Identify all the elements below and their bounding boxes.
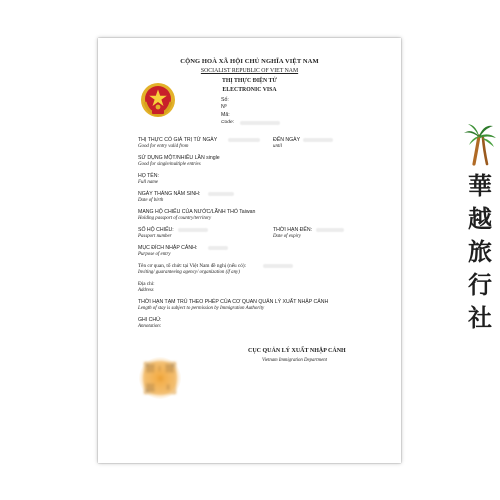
until-label-en: until xyxy=(273,144,282,149)
entries-label-vi: SỬ DỤNG MỘT/NHIỀU LẦN single xyxy=(138,155,220,161)
notes-label-en: Annotation: xyxy=(138,324,162,329)
dob-label-vi: NGÀY THÁNG NĂM SINH: xyxy=(138,191,201,197)
brand-char-1: 華 xyxy=(468,172,492,200)
valid-from-label-vi: THỊ THỰC CÓ GIÁ TRỊ TỪ NGÀY xyxy=(138,137,218,143)
redacted-dob xyxy=(208,192,234,196)
number-label-vi: Số: xyxy=(221,97,229,103)
redacted-purpose xyxy=(208,246,228,250)
redacted-valid-from xyxy=(228,138,260,142)
brand-char-4: 行 xyxy=(468,271,492,299)
code-label-vi: Mã: xyxy=(221,112,230,118)
stay-label-en: Length of stay is subject to permission by Immigration Authority xyxy=(138,306,265,311)
passport-country-label-vi: MANG HỘ CHIẾU CỦA NƯỚC/LÃNH THỔ Taiwan xyxy=(138,209,256,215)
redacted-code xyxy=(240,121,280,125)
until-label-vi: ĐẾN NGÀY xyxy=(273,137,301,143)
name-label-en: Full name xyxy=(138,180,158,185)
inviting-label-en: Inviting/ guaranteeing agency/ organization (if any) xyxy=(138,270,240,275)
header-country-vi: CỘNG HOÀ XÃ HỘI CHỦ NGHĨA VIỆT NAM xyxy=(180,58,319,65)
purpose-label-vi: MỤC ĐÍCH NHẬP CẢNH: xyxy=(138,245,198,251)
redacted-until xyxy=(303,138,333,142)
redacted-expiry xyxy=(316,228,344,232)
expiry-label-en: Date of expiry xyxy=(273,234,301,239)
entries-label-en: Good for single/multiple entries xyxy=(138,162,201,167)
brand-char-5: 社 xyxy=(468,304,492,332)
valid-from-label-en: Good for entry valid from xyxy=(138,144,189,149)
redacted-inviting xyxy=(263,264,293,268)
passport-no-label-vi: SỐ HỘ CHIẾU: xyxy=(138,227,174,233)
purpose-label-en: Purpose of entry xyxy=(138,252,171,257)
address-label-en: Address xyxy=(138,288,154,293)
palm-tree-icon xyxy=(462,122,498,166)
notes-label-vi: GHI CHÚ: xyxy=(138,317,162,323)
visa-document xyxy=(98,38,401,463)
inviting-label-vi: Tên cơ quan, tổ chức tại Việt Nam đề nghị (nếu có): xyxy=(138,263,246,269)
authority-vi: CỤC QUẢN LÝ XUẤT NHẬP CẢNH xyxy=(248,348,346,354)
stay-label-vi: THỜI HẠN TẠM TRÚ THEO PHÉP CỦA CƠ QUAN QUẢN LÝ XUẤT NHẬP CẢNH xyxy=(138,299,329,305)
header-country-en: SOCIALIST REPUBLIC OF VIET NAM xyxy=(200,68,299,74)
authority-en: Vietnam Immigration Department xyxy=(262,358,327,363)
brand-char-2: 越 xyxy=(468,205,492,233)
header-visa-en: ELECTRONIC VISA xyxy=(222,87,277,93)
code-label-en: Code: xyxy=(221,120,235,125)
address-label-vi: Địa chỉ: xyxy=(138,281,155,287)
dob-label-en: Date of birth xyxy=(138,198,164,203)
vietnam-national-emblem-icon xyxy=(140,82,176,118)
expiry-label-vi: THỜI HẠN ĐẾN: xyxy=(273,227,313,233)
passport-no-label-en: Passport number xyxy=(138,234,172,239)
agency-brand xyxy=(460,122,500,352)
header-visa-vi: THỊ THỰC ĐIỆN TỬ xyxy=(222,78,277,84)
passport-country-label-en: Holding passport of country/territory xyxy=(138,216,212,221)
redacted-passport-no xyxy=(178,228,208,232)
brand-char-3: 旅 xyxy=(468,238,492,266)
qr-code-icon xyxy=(138,356,182,400)
name-label-vi: HỌ TÊN: xyxy=(138,173,159,179)
number-label-en: Nº xyxy=(221,104,227,110)
